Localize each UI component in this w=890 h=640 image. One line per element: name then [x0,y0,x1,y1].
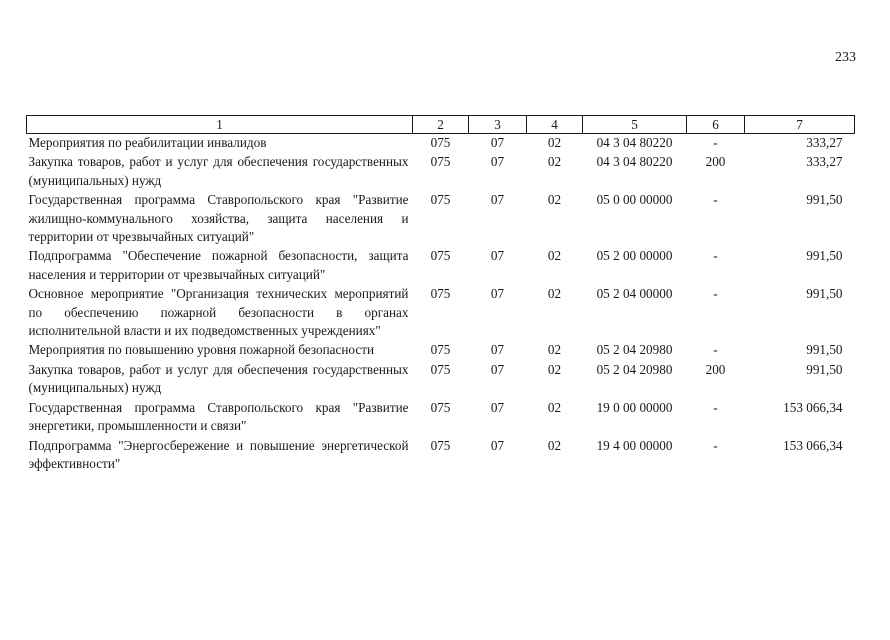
table-row [27,437,855,475]
page-number: 233 [835,50,856,65]
amount: 991,50 [806,286,843,302]
expense-type-code: - [713,342,718,358]
table-row [27,341,855,360]
subsection-code: 02 [547,248,562,264]
item-name: Подпрограмма "Обеспечение пожарной безопасности, защита населения и территории от чрезвычайных ситуаций" [28,248,409,282]
ministry-code: 075 [430,342,451,358]
ministry-code: 075 [430,154,451,170]
ministry-code: 075 [430,248,451,264]
section-code: 07 [490,192,505,208]
ministry-code: 075 [430,437,451,453]
column-header-4: 4 [527,116,583,134]
item-name: Закупка товаров, работ и услуг для обеспечения государственных (муниципальных) нужд [28,361,409,396]
amount: 153 066,34 [783,437,843,453]
expense-type-code: 200 [705,154,726,170]
expense-type-code: - [713,192,718,208]
subsection-code: 02 [547,192,562,208]
section-code: 07 [490,248,505,264]
expense-type-code: - [713,135,718,150]
amount: 991,50 [806,342,843,358]
table-row [27,191,855,247]
column-header-1: 1 [27,116,413,134]
amount: 991,50 [806,248,843,264]
expense-type-code: - [713,248,718,264]
column-header-5: 5 [583,116,687,134]
target-article-code: 05 2 04 20980 [596,361,673,377]
section-code: 07 [490,437,505,453]
ministry-code: 075 [430,192,451,208]
item-name: Подпрограмма "Энергосбережение и повышение энергетической эффективности" [28,437,409,471]
ministry-code: 075 [430,286,451,302]
section-code: 07 [490,135,505,150]
subsection-code: 02 [547,437,562,453]
target-article-code: 05 2 04 20980 [596,342,673,358]
expense-type-code: 200 [705,361,726,377]
target-article-code: 04 3 04 80220 [596,154,673,170]
ministry-code: 075 [430,361,451,377]
ministry-code: 075 [430,135,451,150]
item-name: Закупка товаров, работ и услуг для обеспечения государственных (муниципальных) нужд [28,154,409,188]
target-article-code: 05 2 00 00000 [596,248,673,264]
column-header-6: 6 [687,116,745,134]
table-row [27,399,855,437]
subsection-code: 02 [547,342,562,358]
expense-type-code: - [713,399,718,415]
amount: 153 066,34 [783,399,843,415]
expense-type-code: - [713,437,718,453]
column-header-7: 7 [745,116,855,134]
ministry-code: 075 [430,399,451,415]
section-code: 07 [490,361,505,377]
item-name: Основное мероприятие "Организация технических мероприятий по обеспечению пожарной безопасности в органах исполнительной власти и их подведомственных учреждениях" [28,286,409,339]
amount: 333,27 [806,154,843,170]
column-header-2: 2 [413,116,469,134]
amount: 333,27 [806,135,843,150]
subsection-code: 02 [547,135,562,150]
section-code: 07 [490,399,505,415]
subsection-code: 02 [547,154,562,170]
item-name: Мероприятия по повышению уровня пожарной безопасности [28,342,375,358]
item-name: Государственная программа Ставропольского края "Развитие жилищно-коммунального хозяйства, защита населения и территории от чрезвычайных ситуаций" [28,192,409,245]
budget-table [26,115,855,474]
subsection-code: 02 [547,286,562,302]
section-code: 07 [490,154,505,170]
column-header-3: 3 [469,116,527,134]
target-article-code: 04 3 04 80220 [596,135,673,150]
item-name: Мероприятия по реабилитации инвалидов [28,135,267,150]
table-row [27,153,855,191]
expense-type-code: - [713,286,718,302]
table-row [27,134,855,154]
target-article-code: 05 2 04 00000 [596,286,673,302]
header-row [27,116,855,134]
target-article-code: 19 0 00 00000 [596,399,673,415]
table-row [27,247,855,285]
subsection-code: 02 [547,361,562,377]
section-code: 07 [490,342,505,358]
target-article-code: 19 4 00 00000 [596,437,673,453]
subsection-code: 02 [547,399,562,415]
table-body [27,134,855,475]
table-row [27,361,855,399]
target-article-code: 05 0 00 00000 [596,192,673,208]
amount: 991,50 [806,192,843,208]
item-name: Государственная программа Ставропольского края "Развитие энергетики, промышленности и связи" [28,399,409,434]
table-row [27,285,855,341]
amount: 991,50 [806,361,843,377]
section-code: 07 [490,286,505,302]
